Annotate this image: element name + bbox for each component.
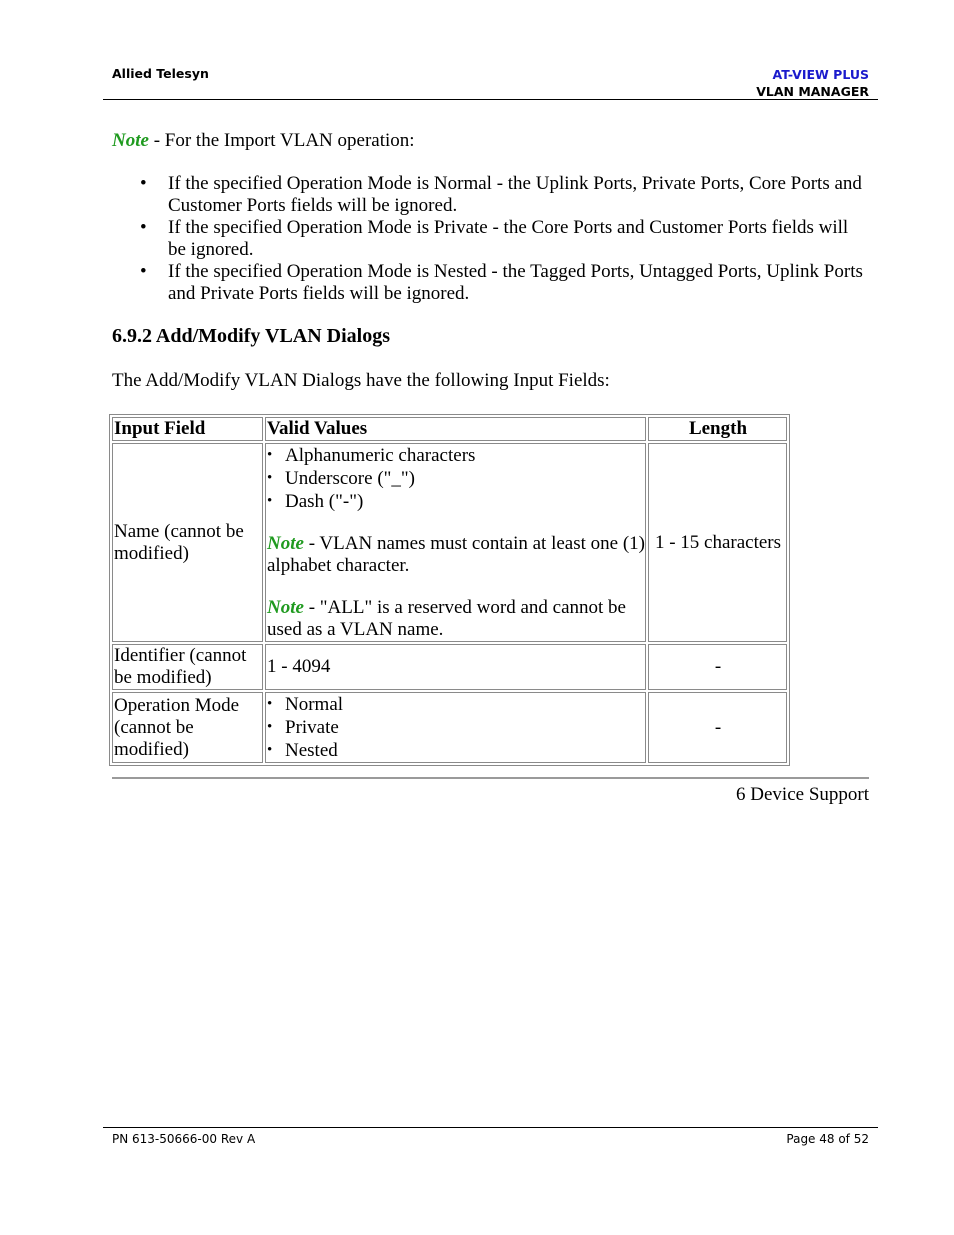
bullet-icon: • bbox=[267, 742, 273, 758]
chapter-label: 6 Device Support bbox=[736, 784, 869, 805]
note-text: - For the Import VLAN operation: bbox=[148, 130, 415, 151]
bullet-icon: • bbox=[140, 261, 147, 282]
product-name: AT-VIEW PLUS bbox=[772, 67, 869, 82]
section-heading: 6.9.2 Add/Modify VLAN Dialogs bbox=[112, 325, 391, 347]
part-number: PN 613-50666-00 Rev A bbox=[112, 1132, 256, 1146]
table-header-row bbox=[112, 417, 787, 441]
list-item-text: If the specified Operation Mode is Private - the Core Ports and Customer Ports fields will be ignored. bbox=[168, 217, 849, 260]
module-name: VLAN MANAGER bbox=[756, 84, 869, 99]
list-item-text: If the specified Operation Mode is Nested - the Tagged Ports, Untagged Ports, Uplink Ports and Private Ports fields will be ignored. bbox=[168, 261, 863, 304]
bullet-icon: • bbox=[140, 173, 147, 194]
cell-length: - bbox=[648, 644, 787, 690]
note-label: Note bbox=[267, 533, 304, 554]
cell-length: - bbox=[648, 692, 787, 763]
values-list bbox=[267, 444, 645, 513]
table-row bbox=[112, 692, 787, 763]
company-name: Allied Telesyn bbox=[112, 66, 209, 81]
note-label: Note bbox=[112, 130, 149, 151]
import-rules-list bbox=[140, 173, 870, 305]
cell-field: Name (cannot be modified) bbox=[112, 443, 263, 642]
bullet-icon: • bbox=[267, 696, 273, 712]
values-list bbox=[267, 693, 645, 762]
list-item bbox=[267, 444, 645, 467]
column-header-length: Length bbox=[648, 417, 787, 441]
bullet-icon: • bbox=[267, 447, 273, 463]
list-item bbox=[267, 693, 645, 716]
cell-values bbox=[265, 443, 646, 642]
vlan-name-note bbox=[267, 533, 645, 577]
chapter-divider bbox=[112, 777, 869, 779]
column-header-input-field: Input Field bbox=[112, 417, 263, 441]
reserved-word-note bbox=[267, 597, 645, 641]
list-item bbox=[140, 217, 870, 261]
list-item-text: Nested bbox=[285, 740, 338, 761]
list-item-text: Normal bbox=[285, 694, 344, 715]
page-number: Page 48 of 52 bbox=[786, 1132, 869, 1146]
list-item bbox=[267, 739, 645, 762]
header-product-block bbox=[756, 66, 869, 100]
header-divider bbox=[103, 99, 878, 100]
column-header-valid-values: Valid Values bbox=[265, 417, 646, 441]
list-item-text: Dash ("-") bbox=[285, 491, 364, 512]
section-intro: The Add/Modify VLAN Dialogs have the following Input Fields: bbox=[112, 370, 610, 391]
list-item-text: Private bbox=[285, 717, 339, 738]
table-row bbox=[112, 443, 787, 642]
cell-values: 1 - 4094 bbox=[265, 644, 646, 690]
list-item-text: Alphanumeric characters bbox=[285, 445, 476, 466]
cell-length: 1 - 15 characters bbox=[648, 443, 787, 642]
list-item bbox=[140, 261, 870, 305]
note-text: - VLAN names must contain at least one (1) alphabet character. bbox=[267, 533, 645, 576]
bullet-icon: • bbox=[140, 217, 147, 238]
import-note-paragraph bbox=[112, 130, 415, 152]
list-item bbox=[267, 490, 645, 513]
list-item-text: Underscore ("_") bbox=[285, 468, 415, 489]
bullet-icon: • bbox=[267, 719, 273, 735]
input-fields-table bbox=[109, 414, 790, 766]
cell-values bbox=[265, 692, 646, 763]
list-item bbox=[140, 173, 870, 217]
list-item bbox=[267, 467, 645, 490]
list-item-text: If the specified Operation Mode is Normal - the Uplink Ports, Private Ports, Core Ports and Customer Ports fields will be ignored. bbox=[168, 173, 862, 216]
bullet-icon: • bbox=[267, 470, 273, 486]
table-row bbox=[112, 644, 787, 690]
list-item bbox=[267, 716, 645, 739]
cell-field: Identifier (cannot be modified) bbox=[112, 644, 263, 690]
bullet-icon: • bbox=[267, 493, 273, 509]
cell-field: Operation Mode (cannot be modified) bbox=[112, 692, 263, 763]
footer-divider bbox=[103, 1127, 878, 1128]
note-text: - "ALL" is a reserved word and cannot be used as a VLAN name. bbox=[267, 597, 626, 640]
note-label: Note bbox=[267, 597, 304, 618]
